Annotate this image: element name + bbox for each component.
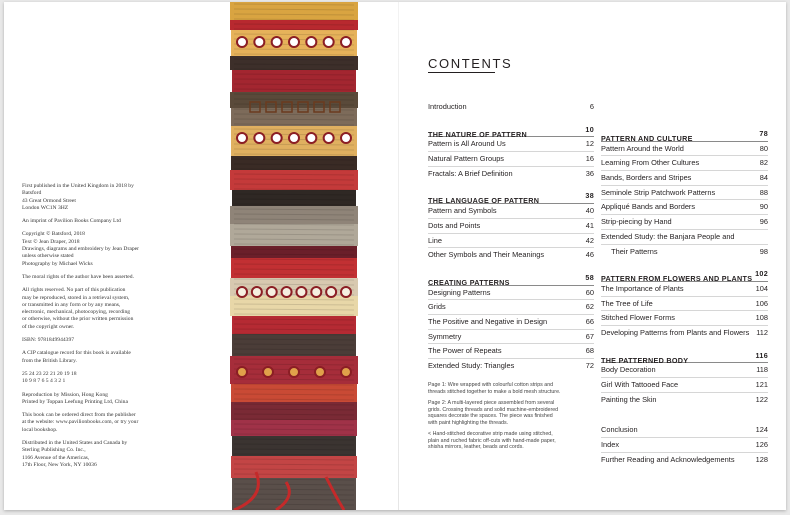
contents-spacer	[601, 415, 768, 423]
contents-entry-label: Pattern is All Around Us	[428, 139, 506, 149]
contents-entry-label: Pattern Around the World	[601, 143, 684, 153]
textile-mirror	[237, 367, 247, 377]
textile-mirror	[272, 133, 282, 143]
contents-page-number: 72	[585, 361, 594, 370]
contents-entry[interactable]	[601, 200, 768, 215]
contents-spacer	[428, 115, 594, 123]
contents-section-heading[interactable]	[601, 267, 768, 282]
imprint-line: A CIP catalogue record for this book is available	[22, 350, 131, 357]
contents-page-number: 58	[585, 272, 594, 282]
textile-mirror	[324, 37, 334, 47]
contents-page-number: 46	[585, 250, 594, 260]
contents-entry[interactable]	[428, 248, 594, 263]
imprint-paragraph	[22, 350, 177, 365]
contents-entry-label: Index	[601, 440, 620, 450]
contents-entry-label: Appliqué Bands and Borders	[601, 202, 696, 212]
contents-page-number: 128	[755, 454, 768, 464]
textile-mirror	[324, 133, 334, 143]
contents-page-number: 112	[756, 327, 768, 337]
imprint-line: Reproduction by Mission, Hong Kong	[22, 391, 108, 398]
contents-entry[interactable]	[428, 234, 594, 249]
contents-page-number: 98	[759, 246, 768, 256]
caption-text: Page 2: A multi-layered piece assembled from several grids. Crossing threads and solid machine-embroidered squares decorate the spaces. The piece was finished with paint highlighting the threads.	[428, 400, 559, 426]
contents-entry[interactable]	[601, 156, 768, 171]
contents-entry-label: Grids	[428, 302, 446, 312]
caption-text: Page 1: Wire wrapped with colourful cotton strips and threads stitched together to make a bold mesh structure.	[428, 382, 561, 395]
contents-page-number: 16	[585, 154, 594, 164]
contents-entry-label: Extended Study: Triangles	[428, 361, 515, 370]
imprint-paragraph	[22, 392, 177, 407]
contents-section-heading[interactable]	[601, 127, 768, 142]
contents-entry-label: Learning From Other Cultures	[601, 158, 700, 168]
contents-spacer	[428, 181, 594, 189]
textile-mirror	[306, 37, 316, 47]
contents-page-number: 68	[585, 346, 594, 356]
textile-mirror	[341, 367, 351, 377]
contents-entry-label: Painting the Skin	[601, 394, 657, 404]
contents-entry[interactable]	[601, 378, 768, 393]
imprint-line: from the British Library.	[22, 357, 77, 364]
contents-entry-label: PATTERN AND CULTURE	[601, 134, 693, 143]
contents-page-number: 78	[759, 129, 768, 138]
contents-page-number: 104	[755, 283, 768, 293]
contents-entry[interactable]	[428, 286, 594, 301]
imprint-line: 1166 Avenue of the Americas,	[22, 454, 90, 461]
imprint-line: at the website: www.pavilionbooks.com, or try your	[22, 419, 139, 426]
contents-page-number: 82	[759, 158, 768, 168]
imprint-line: All rights reserved. No part of this publication	[22, 287, 126, 294]
textile-band	[230, 278, 358, 296]
imprint-paragraph	[22, 371, 177, 386]
contents-page-number: 67	[585, 331, 594, 341]
contents-entry-label: THE LANGUAGE OF PATTERN	[428, 196, 540, 206]
contents-spacer	[601, 407, 768, 415]
contents-title: CONTENTS	[428, 56, 513, 71]
textile-mirror	[326, 287, 336, 297]
contents-entry-label: Dots and Points	[428, 220, 481, 230]
imprint-paragraph	[22, 231, 177, 267]
contents-page-number: 12	[585, 139, 594, 149]
photo-captions	[428, 382, 563, 456]
contents-entry-label: The Importance of Plants	[601, 283, 684, 293]
contents-page-number: 124	[755, 425, 768, 435]
contents-page-number: 40	[585, 206, 594, 216]
contents-page-number: 118	[756, 365, 768, 375]
imprint-paragraph	[22, 274, 177, 281]
contents-entry[interactable]	[601, 363, 768, 378]
imprint-paragraph	[22, 412, 177, 434]
contents-entry-label: Symmetry	[428, 331, 462, 341]
contents-entry-label: Natural Pattern Groups	[428, 154, 504, 164]
imprint-line: This book can be ordered direct from the publisher	[22, 412, 136, 419]
imprint-line: London WC1N 3HZ	[22, 204, 69, 211]
textile-mirror	[267, 287, 277, 297]
contents-entry[interactable]	[428, 167, 594, 182]
contents-page-number: 6	[589, 102, 594, 111]
contents-page-number: 88	[759, 187, 768, 197]
contents-spacer	[601, 259, 768, 267]
contents-section-heading[interactable]	[428, 189, 594, 204]
contents-entry-label: Pattern and Symbols	[428, 206, 497, 216]
imprint-line: An imprint of Pavilion Books Company Ltd	[22, 218, 121, 225]
contents-entry-label: The Power of Repeats	[428, 346, 502, 356]
page-gutter	[398, 2, 399, 510]
contents-page-number: 42	[585, 235, 594, 245]
textile-band	[231, 420, 357, 436]
contents-entry[interactable]	[601, 393, 768, 408]
contents-entry-label: Strip-piecing by Hand	[601, 217, 672, 227]
textile-mirror	[282, 287, 292, 297]
imprint-line: Distributed in the United States and Canada by	[22, 440, 128, 447]
contents-entry[interactable]	[601, 453, 768, 468]
imprint-line: Sterling Publishing Co. Inc.,	[22, 447, 86, 454]
contents-section-heading[interactable]	[601, 349, 768, 364]
textile-mirror	[237, 37, 247, 47]
contents-entry[interactable]	[601, 423, 768, 438]
imprint-line: or otherwise, without the prior written permission	[22, 316, 134, 323]
contents-page-number: 84	[759, 173, 768, 183]
imprint-line: 43 Great Ormond Street	[22, 197, 76, 204]
imprint-line: 10 9 8 7 6 5 4 3 2 1	[22, 378, 66, 385]
book-spread	[4, 2, 786, 510]
contents-page-number: 90	[759, 202, 768, 212]
contents-page-number: 36	[585, 168, 594, 178]
contents-page-number: 126	[755, 440, 768, 450]
imprint-line: Photography by Michael Wicks	[22, 260, 93, 267]
imprint-paragraph	[22, 183, 177, 212]
contents-title-rule	[428, 72, 495, 73]
contents-entry[interactable]	[428, 100, 594, 115]
imprint-line: Text © Jean Draper, 2018	[22, 238, 80, 245]
contents-entry[interactable]	[601, 282, 768, 297]
contents-entry[interactable]	[601, 326, 768, 341]
contents-entry[interactable]	[428, 359, 594, 374]
contents-page-number: 60	[585, 287, 594, 297]
imprint-line: 25 24 23 22 21 20 19 18	[22, 370, 77, 377]
contents-spacer	[601, 341, 768, 349]
textile-band	[232, 190, 356, 206]
textile-mirror	[341, 37, 351, 47]
contents-page-number: 66	[585, 316, 594, 326]
contents-entry[interactable]	[601, 215, 768, 230]
imprint-line: Batsford	[22, 190, 42, 197]
imprint-line: Copyright © Batsford, 2018	[22, 231, 85, 238]
imprint-line: Printed by Toppan Leefung Printing Ltd, China	[22, 398, 128, 405]
contents-entry[interactable]	[601, 186, 768, 201]
contents-page-number: 10	[585, 124, 594, 134]
imprint-paragraph	[22, 287, 177, 331]
textile-mirror	[237, 133, 247, 143]
contents-entry-label: Girl With Tattooed Face	[601, 380, 679, 389]
imprint-line: local bookshop.	[22, 426, 58, 433]
contents-entry[interactable]	[428, 204, 594, 219]
imprint-line: Drawings, diagrams and embroidery by Jean Draper	[22, 246, 139, 253]
contents-page-number: 102	[755, 269, 768, 279]
contents-section-heading[interactable]	[428, 271, 594, 286]
textile-mirror	[315, 367, 325, 377]
contents-page-number: 122	[755, 394, 768, 404]
textile-mirror	[237, 287, 247, 297]
contents-entry[interactable]	[601, 142, 768, 157]
contents-section-heading[interactable]	[428, 123, 594, 138]
textile-mirror	[296, 287, 306, 297]
contents-entry[interactable]	[601, 171, 768, 186]
textile-band	[231, 246, 357, 258]
imprint-line: unless otherwise stated	[22, 253, 74, 260]
contents-entry[interactable]	[428, 315, 594, 330]
contents-entry[interactable]	[601, 297, 768, 312]
contents-entry[interactable]	[601, 438, 768, 453]
contents-entry-label: Seminole Strip Patchwork Patterns	[601, 187, 716, 197]
imprint-line: electronic, mechanical, photocopying, recording	[22, 309, 131, 316]
contents-entry-label: The Tree of Life	[601, 298, 653, 308]
contents-entry[interactable]	[601, 230, 768, 245]
contents-page-number: 106	[755, 298, 768, 308]
contents-page-number: 96	[759, 217, 768, 227]
contents-page-number: 62	[585, 302, 594, 312]
contents-entry-label: Their Patterns	[601, 246, 658, 256]
contents-entry-label: Extended Study: the Banjara People and	[601, 231, 735, 241]
textile-band	[231, 156, 357, 170]
contents-entry-label: The Positive and Negative in Design	[428, 316, 548, 326]
contents-entry-label: Stitched Flower Forms	[601, 313, 675, 323]
contents-entry-label: THE NATURE OF PATTERN	[428, 129, 527, 139]
contents-entry-label: Conclusion	[601, 425, 638, 435]
contents-entry-label: Body Decoration	[601, 365, 656, 375]
contents-entry-label: Line	[428, 235, 442, 245]
imprint-paragraph	[22, 337, 177, 344]
contents-page-number: 116	[755, 350, 768, 360]
textile-mirror	[306, 133, 316, 143]
textile-band	[230, 56, 358, 70]
imprint-paragraph	[22, 218, 177, 225]
textile-mirror	[272, 37, 282, 47]
textile-mirror	[341, 287, 351, 297]
contents-page-number: 80	[759, 143, 768, 153]
contents-page-number: 38	[585, 191, 594, 201]
caption-text: < Hand-stitched decorative strip made using stitched, plain and ruched fabric off-cuts with hand-made paper, shisha mirrors, leather, beads and cords.	[428, 431, 556, 450]
contents-entry[interactable]	[601, 311, 768, 326]
textile-mirror	[254, 133, 264, 143]
contents-entry[interactable]	[428, 330, 594, 345]
textile-mirror	[341, 133, 351, 143]
imprint-line: of the copyright owner.	[22, 323, 75, 330]
imprint-line: The moral rights of the author have been asserted.	[22, 273, 134, 280]
contents-page-number: 121	[755, 380, 768, 389]
contents-entry[interactable]	[428, 344, 594, 359]
contents-entry-label: Designing Patterns	[428, 287, 491, 297]
textile-strip-artwork	[226, 2, 362, 510]
contents-page-number: 108	[755, 313, 768, 323]
imprint-page	[22, 183, 177, 475]
textile-mirror	[254, 37, 264, 47]
contents-entry[interactable]	[428, 219, 594, 234]
textile-mirror	[252, 287, 262, 297]
contents-entry-label: Introduction	[428, 102, 467, 111]
contents-entry-label: Bands, Borders and Stripes	[601, 173, 692, 183]
contents-entry[interactable]	[428, 137, 594, 152]
contents-entry-label: Other Symbols and Their Meanings	[428, 250, 545, 260]
imprint-paragraph	[22, 440, 177, 469]
imprint-line: may be reproduced, stored in a retrieval system,	[22, 294, 130, 301]
textile-mirror	[263, 367, 273, 377]
contents-entry-label: Further Reading and Acknowledgements	[601, 454, 735, 464]
contents-entry[interactable]	[601, 245, 768, 260]
textile-mirror	[311, 287, 321, 297]
contents-entry[interactable]	[428, 152, 594, 167]
imprint-line: ISBN: 9781849944397	[22, 337, 75, 344]
contents-entry[interactable]	[428, 300, 594, 315]
contents-entry-label: CREATING PATTERNS	[428, 277, 510, 287]
imprint-line: First published in the United Kingdom in 2018 by	[22, 183, 134, 189]
contents-column-left	[428, 100, 594, 374]
contents-spacer	[428, 263, 594, 271]
imprint-line: or transmitted in any form or by any means,	[22, 301, 121, 308]
textile-mirror	[289, 133, 299, 143]
contents-page-number: 41	[585, 220, 594, 230]
contents-entry-label: Fractals: A Brief Definition	[428, 168, 513, 178]
contents-entry-label: PATTERN FROM FLOWERS AND PLANTS	[601, 274, 753, 284]
imprint-line: 17th Floor, New York, NY 10036	[22, 461, 97, 468]
textile-mirror	[289, 37, 299, 47]
contents-column-right	[601, 127, 768, 467]
contents-entry-label: Developing Patterns from Plants and Flowers	[601, 327, 750, 337]
contents-entry-label: THE PATTERNED BODY	[601, 355, 689, 365]
textile-mirror	[289, 367, 299, 377]
